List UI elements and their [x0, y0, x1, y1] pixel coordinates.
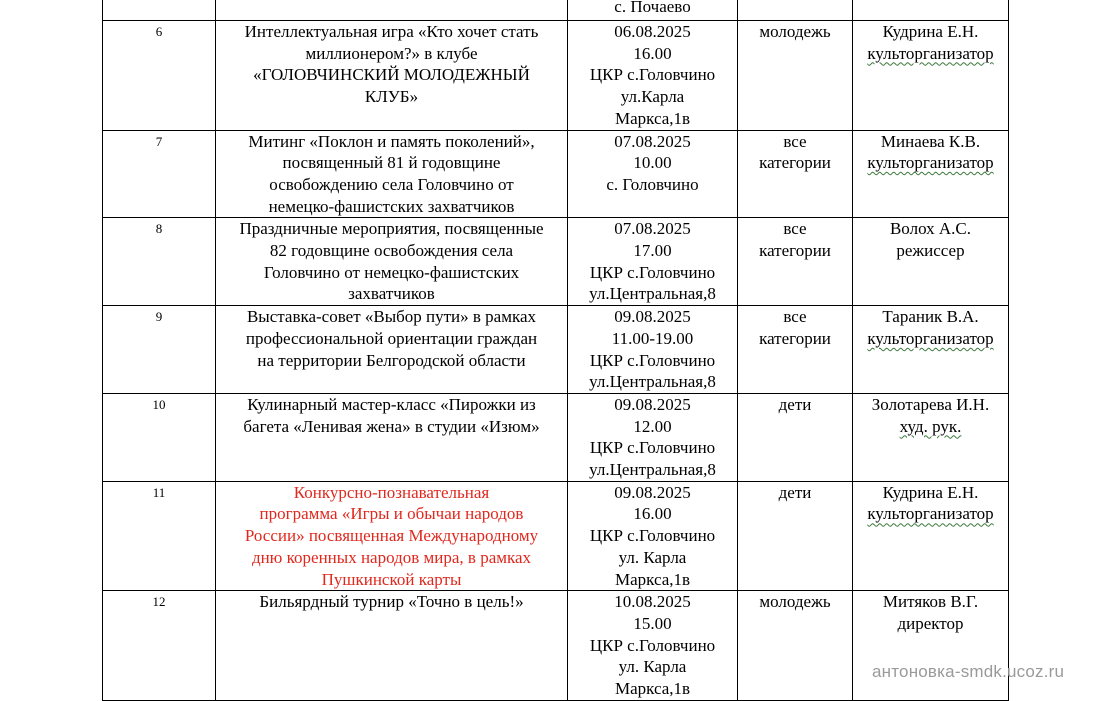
- date-time-place: [568, 393, 738, 481]
- date-line: 09.08.2025: [614, 482, 691, 502]
- time-line: 16.00: [633, 43, 672, 63]
- row-number: 8: [103, 218, 216, 306]
- table-row: [103, 218, 1009, 306]
- table-row: [103, 21, 1009, 131]
- address-line: Маркса,1в: [614, 679, 691, 699]
- person-role: культорганизатор: [867, 504, 994, 524]
- date-time-place: [568, 591, 738, 701]
- audience: все категории: [738, 130, 853, 218]
- row-number: 7: [103, 130, 216, 218]
- date-time-place: [568, 306, 738, 394]
- table-row: [103, 0, 1009, 21]
- person-name: Волох А.С.: [889, 219, 972, 239]
- row-number: 11: [103, 481, 216, 591]
- date-line: 09.08.2025: [614, 394, 691, 414]
- date-line: 06.08.2025: [614, 22, 691, 41]
- responsible-person: [853, 481, 1009, 591]
- person-name: Кудрина Е.Н.: [882, 22, 979, 41]
- responsible-person: [853, 306, 1009, 394]
- row-number: [103, 0, 216, 21]
- event-title: Бильярдный турнир «Точно в цель!»: [216, 591, 568, 701]
- person-name: Золотарева И.Н.: [871, 394, 990, 414]
- event-title: Интеллектуальная игра «Кто хочет стать миллионером?» в клубе «ГОЛОВЧИНСКИЙ МОЛОДЕЖНЫЙ КЛУБ»: [216, 21, 568, 131]
- responsible-person: [853, 218, 1009, 306]
- event-title: Выставка-совет «Выбор пути» в рамках профессиональной ориентации граждан на территории Белгородской области: [216, 306, 568, 394]
- table-row: [103, 130, 1009, 218]
- table-row: [103, 481, 1009, 591]
- time-line: 16.00: [633, 504, 672, 524]
- place-line: с. Головчино: [606, 174, 699, 194]
- audience: [738, 0, 853, 21]
- person-role: худ. рук.: [899, 416, 962, 436]
- event-title: Кулинарный мастер-класс «Пирожки из багета «Ленивая жена» в студии «Изюм»: [216, 393, 568, 481]
- row-number: 9: [103, 306, 216, 394]
- person-role: культорганизатор: [867, 328, 994, 348]
- date-time-place: [568, 21, 738, 131]
- address-line: ул. Карла: [618, 547, 687, 567]
- place-line: ЦКР с.Головчино: [589, 635, 716, 655]
- person-name: Кудрина Е.Н.: [882, 482, 979, 502]
- address-line: Маркса,1в: [614, 569, 691, 589]
- row-number: 6: [103, 21, 216, 131]
- audience: дети: [738, 481, 853, 591]
- date-line: 07.08.2025: [614, 219, 691, 239]
- date-time-place: [568, 0, 738, 21]
- address-line: ул.Центральная,8: [589, 284, 716, 304]
- time-line: 17.00: [633, 241, 672, 261]
- audience: все категории: [738, 218, 853, 306]
- address-line: ул.Центральная,8: [589, 460, 716, 480]
- table-row: [103, 393, 1009, 481]
- audience: молодежь: [738, 591, 853, 701]
- person-name: Тараник В.А.: [882, 307, 979, 327]
- time-line: 10.00: [633, 153, 672, 173]
- responsible-person: [853, 393, 1009, 481]
- row-number: 10: [103, 393, 216, 481]
- person-name: Минаева К.В.: [880, 131, 981, 151]
- row-number: 12: [103, 591, 216, 701]
- event-title: Митинг «Поклон и память поколений», посвященный 81 й годовщине освобождению села Головчино от немецко-фашистских захватчиков: [216, 130, 568, 218]
- person-name: Митяков В.Г.: [882, 592, 979, 612]
- date-time-place: [568, 481, 738, 591]
- place-line: ЦКР с.Головчино: [589, 262, 716, 282]
- date-time-place: [568, 218, 738, 306]
- time-line: 11.00-19.00: [611, 328, 694, 348]
- date-time-place: [568, 130, 738, 218]
- audience: все категории: [738, 306, 853, 394]
- table-row: [103, 306, 1009, 394]
- date-line: 07.08.2025: [614, 131, 691, 151]
- time-line: 15.00: [633, 613, 672, 633]
- event-title: Конкурсно-познавательная программа «Игры и обычаи народов России» посвященная Международному дню коренных народов мира, в рамках Пушкинской карты: [216, 481, 568, 591]
- place-line: с. Почаево: [614, 0, 691, 16]
- address-line: ул.Центральная,8: [589, 372, 716, 392]
- events-schedule-table: [102, 0, 1009, 701]
- place-line: ЦКР с.Головчино: [589, 526, 716, 546]
- table-row: [103, 591, 1009, 701]
- place-line: ЦКР с.Головчино: [589, 350, 716, 370]
- audience: дети: [738, 393, 853, 481]
- responsible-person: [853, 591, 1009, 701]
- address-line: ул. Карла: [618, 657, 687, 677]
- responsible-person: [853, 130, 1009, 218]
- place-line: ЦКР с.Головчино: [589, 438, 716, 458]
- event-title: [216, 0, 568, 21]
- audience: молодежь: [738, 21, 853, 131]
- place-line: ЦКР с.Головчино: [589, 65, 716, 85]
- date-line: 09.08.2025: [614, 307, 691, 327]
- address-line: ул.Карла: [620, 87, 685, 107]
- site-watermark: антоновка-smdk.ucoz.ru: [872, 662, 1065, 681]
- person-role: директор: [897, 613, 964, 633]
- address-line: Маркса,1в: [614, 108, 691, 128]
- event-title: Праздничные мероприятия, посвященные 82 годовщине освобождения села Головчино от немецко-фашистских захватчиков: [216, 218, 568, 306]
- date-line: 10.08.2025: [614, 592, 691, 612]
- person-role: режиссер: [896, 241, 965, 261]
- time-line: 12.00: [633, 416, 672, 436]
- responsible-person: [853, 0, 1009, 21]
- person-role: культорганизатор: [867, 43, 994, 63]
- responsible-person: [853, 21, 1009, 131]
- person-role: культорганизатор: [867, 153, 994, 173]
